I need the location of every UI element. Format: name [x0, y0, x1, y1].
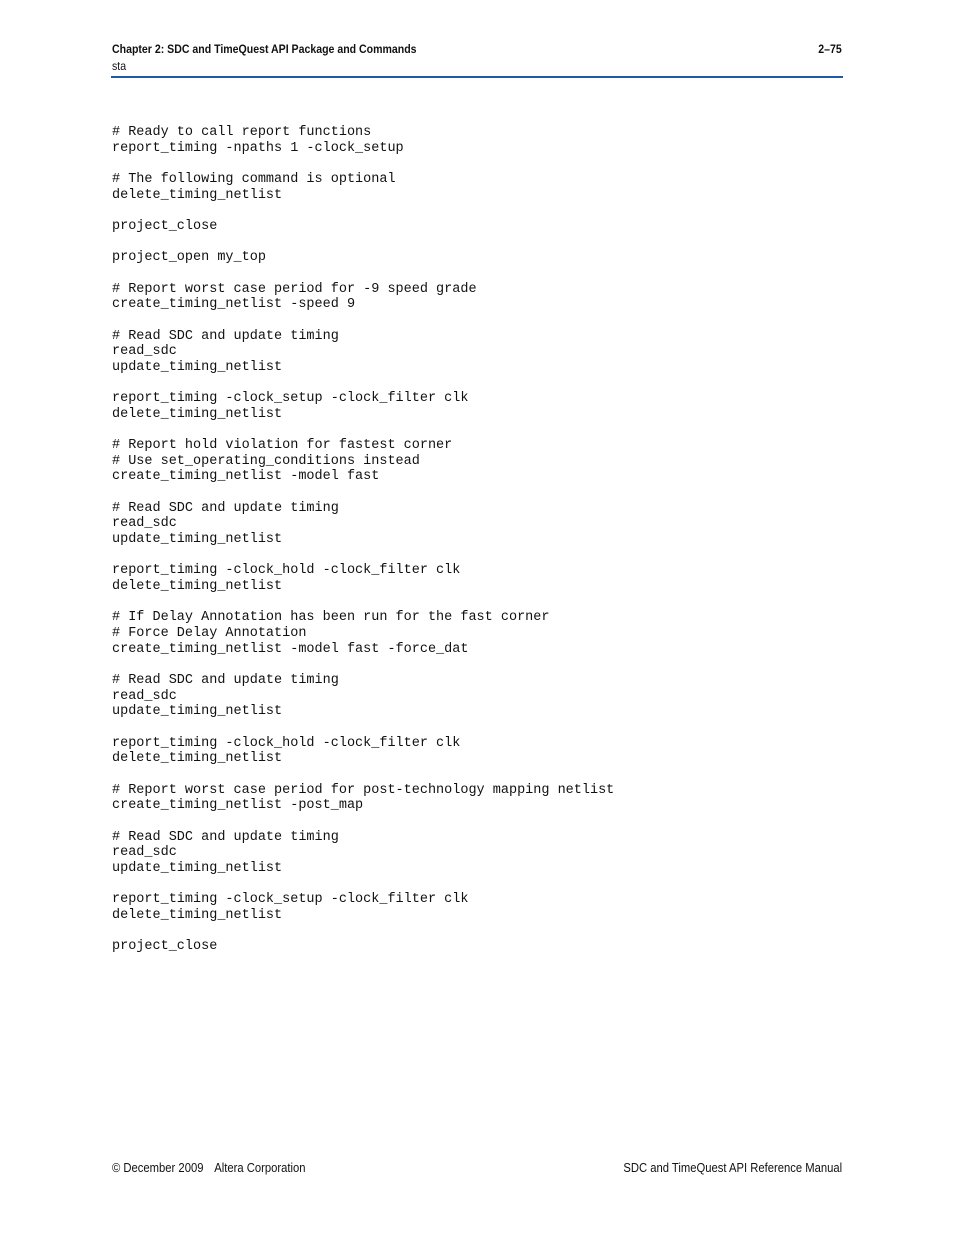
- header-divider: [111, 76, 843, 78]
- page-header: [112, 42, 842, 73]
- chapter-title: Chapter 2: SDC and TimeQuest API Package and Commands: [112, 42, 417, 56]
- company-name: Altera Corporation: [214, 1161, 306, 1175]
- code-listing: # Ready to call report functions report_timing -npaths 1 -clock_setup # The following command is optional delete_timing_netlist project_close project_open my_top # Report worst case period for -9 speed grade create_timing_netlist -speed 9 # Read SDC and update timing read_sdc update_timing_netlist report_timing -clock_setup -clock_filter clk delete_timing_netlist # Report hold violation for fastest corner # Use set_operating_conditions instead create_timing_netlist -model fast # Read SDC and update timing read_sdc update_timing_netlist report_timing -clock_hold -clock_filter clk delete_timing_netlist # If Delay Annotation has been run for the fast corner # Force Delay Annotation create_timing_netlist -model fast -force_dat # Read SDC and update timing read_sdc update_timing_netlist report_timing -clock_hold -clock_filter clk delete_timing_netlist # Report worst case period for post-technology mapping netlist create_timing_netlist -post_map # Read SDC and update timing read_sdc update_timing_netlist report_timing -clock_setup -clock_filter clk delete_timing_netlist project_close: [112, 125, 615, 955]
- header-row: [112, 42, 842, 56]
- page-footer: [112, 1161, 842, 1175]
- page-number: 2–75: [818, 42, 842, 56]
- section-name: sta: [112, 59, 127, 73]
- copyright-date: © December 2009: [112, 1161, 204, 1175]
- footer-left: [112, 1161, 306, 1175]
- manual-title: SDC and TimeQuest API Reference Manual: [623, 1161, 842, 1175]
